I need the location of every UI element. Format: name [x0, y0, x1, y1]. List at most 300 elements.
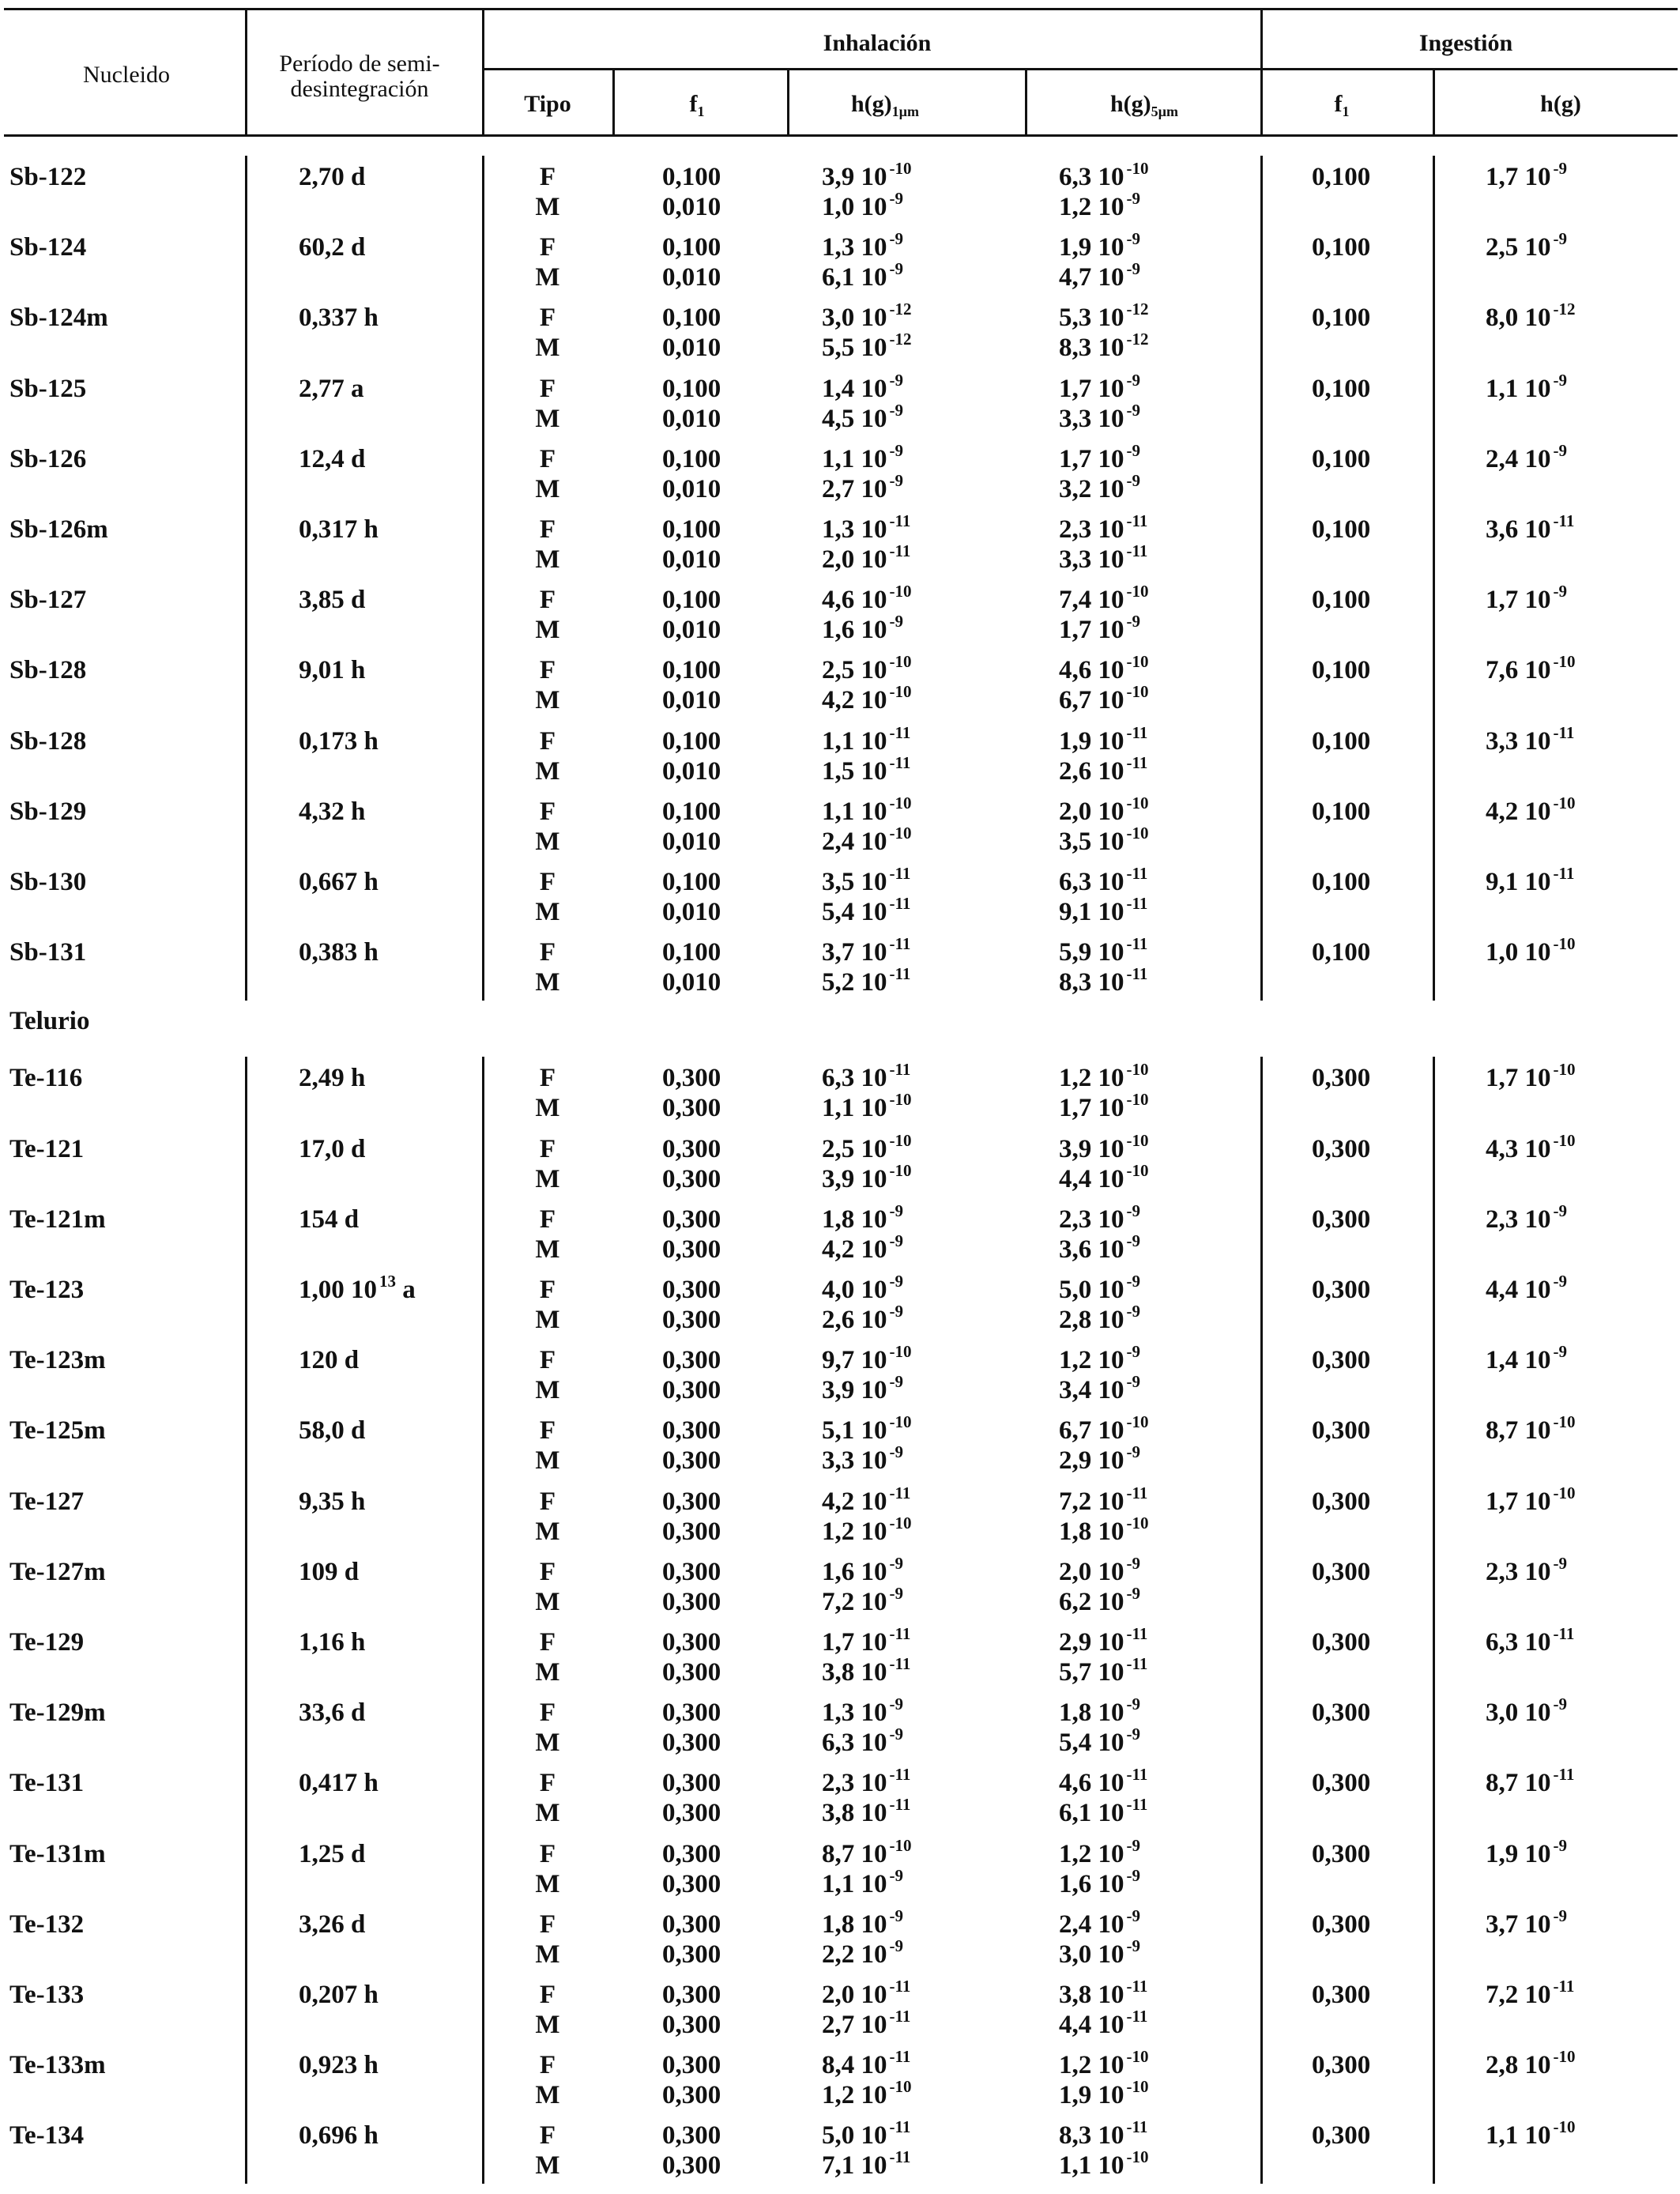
- ingestion-f1: 0,300: [1312, 1416, 1371, 1446]
- ingestion-dose-coef: 3,0 10 $^{-9}$: [1486, 1695, 1567, 1728]
- ingestion-dose-coef: 1,7 10 $^{-9}$: [1486, 582, 1567, 615]
- ingestion-dose-coef: 8,0 10 $^{-12}$: [1486, 300, 1576, 333]
- dose-coef-1um: 1,6 10 $^{-9}$: [822, 1553, 903, 1586]
- header-divider: [787, 68, 789, 137]
- inhalation-f1: 0,300: [662, 1064, 721, 1093]
- inhalation-f1: 0,300: [662, 1799, 721, 1828]
- dose-coef-1um: 3,9 10 $^{-10}$: [822, 1160, 912, 1193]
- dose-coef-1um: 1,5 10 $^{-11}$: [822, 752, 911, 786]
- inhalation-f1: 0,300: [662, 1094, 721, 1123]
- inhalation-f1: 0,010: [662, 404, 721, 433]
- dose-coef-5um: 5,3 10 $^{-12}$: [1059, 300, 1149, 333]
- dose-coef-1um: 2,5 10 $^{-10}$: [822, 1130, 912, 1163]
- nuclide-name: Te-131m: [9, 1839, 106, 1868]
- absorption-type: F: [539, 515, 556, 544]
- half-life: 3,85 d: [299, 586, 366, 615]
- ingestion-dose-coef: 2,3 10 $^{-9}$: [1486, 1553, 1567, 1586]
- nuclide-name: Sb-122: [9, 163, 87, 191]
- absorption-type: F: [539, 303, 556, 333]
- ingestion-f1: 0,300: [1312, 1698, 1371, 1728]
- nuclide-name: Sb-125: [9, 374, 87, 403]
- ingestion-f1: 0,300: [1312, 1487, 1371, 1516]
- ingestion-f1: 0,300: [1312, 1204, 1371, 1234]
- nuclide-name: Sb-126: [9, 444, 87, 473]
- dose-coef-5um: 1,7 10 $^{-9}$: [1059, 440, 1140, 473]
- dose-coef-1um: 3,0 10 $^{-12}$: [822, 300, 912, 333]
- absorption-type: F: [539, 163, 556, 191]
- inhalation-f1: 0,010: [662, 898, 721, 926]
- absorption-type: F: [539, 726, 556, 756]
- header-periodo-line1: Período de semi-: [279, 51, 440, 77]
- dose-coef-5um: 2,0 10 $^{-9}$: [1059, 1553, 1140, 1586]
- half-life: 17,0 d: [299, 1134, 366, 1163]
- dose-coef-5um: 1,2 10 $^{-10}$: [1059, 1060, 1149, 1093]
- half-life: 60,2 d: [299, 233, 366, 262]
- header-divider: [1260, 8, 1263, 137]
- inhalation-f1: 0,100: [662, 163, 721, 191]
- absorption-type: M: [535, 898, 560, 926]
- inhalation-f1: 0,300: [662, 1517, 721, 1546]
- ingestion-dose-coef: 6,3 10 $^{-11}$: [1486, 1624, 1575, 1657]
- inhalation-f1: 0,300: [662, 1769, 721, 1798]
- ingestion-dose-coef: 1,1 10 $^{-10}$: [1486, 2117, 1576, 2151]
- column-divider: [1433, 156, 1435, 1001]
- header-divider: [612, 68, 615, 137]
- inhalation-f1: 0,300: [662, 1557, 721, 1586]
- half-life: 9,35 h: [299, 1487, 366, 1516]
- absorption-type: F: [539, 1557, 556, 1586]
- absorption-type: M: [535, 545, 560, 574]
- ingestion-dose-coef: 3,3 10 $^{-11}$: [1486, 722, 1575, 756]
- inhalation-f1: 0,300: [662, 1306, 721, 1334]
- dose-coef-1um: 5,4 10 $^{-11}$: [822, 894, 911, 926]
- absorption-type: M: [535, 404, 560, 433]
- ingestion-f1: 0,100: [1312, 586, 1371, 615]
- dose-coef-5um: 1,2 10 $^{-9}$: [1059, 1342, 1140, 1375]
- ingestion-f1: 0,100: [1312, 163, 1371, 191]
- dose-coef-1um: 2,2 10 $^{-9}$: [822, 1936, 903, 1969]
- inhalation-f1: 0,300: [662, 1276, 721, 1304]
- dose-coef-5um: 2,8 10 $^{-9}$: [1059, 1302, 1140, 1334]
- nuclide-name: Te-132: [9, 1909, 85, 1939]
- half-life: 3,26 d: [299, 1909, 366, 1939]
- inhalation-f1: 0,300: [662, 2011, 721, 2039]
- absorption-type: M: [535, 827, 560, 856]
- inhalation-f1: 0,300: [662, 1940, 721, 1969]
- half-life: 0,417 h: [299, 1769, 379, 1798]
- inhalation-f1: 0,300: [662, 1839, 721, 1868]
- half-life: 1,16 h: [299, 1628, 366, 1657]
- dose-coef-5um: 1,7 10 $^{-10}$: [1059, 1090, 1149, 1123]
- dose-coef-1um: 7,2 10 $^{-9}$: [822, 1583, 903, 1616]
- ingestion-f1: 0,100: [1312, 374, 1371, 403]
- ingestion-f1: 0,300: [1312, 1909, 1371, 1939]
- dose-coef-5um: 2,0 10 $^{-10}$: [1059, 793, 1149, 826]
- dose-coef-1um: 4,5 10 $^{-9}$: [822, 400, 903, 433]
- ingestion-dose-coef: 1,0 10 $^{-10}$: [1486, 934, 1576, 967]
- dose-coef-5um: 3,5 10 $^{-10}$: [1059, 823, 1149, 856]
- dose-coef-1um: 1,6 10 $^{-9}$: [822, 612, 903, 645]
- dose-coef-1um: 2,7 10 $^{-11}$: [822, 2007, 911, 2039]
- dose-coef-1um: 1,2 10 $^{-10}$: [822, 1513, 912, 1546]
- absorption-type: M: [535, 1094, 560, 1123]
- inhalation-f1: 0,010: [662, 474, 721, 503]
- dose-coef-1um: 2,4 10 $^{-10}$: [822, 823, 912, 856]
- inhalation-f1: 0,300: [662, 1204, 721, 1234]
- dose-coef-5um: 5,0 10 $^{-9}$: [1059, 1272, 1140, 1304]
- dose-coef-1um: 1,4 10 $^{-9}$: [822, 370, 903, 403]
- group-title: Telurio: [9, 1007, 90, 1036]
- nuclide-name: Sb-124: [9, 233, 87, 262]
- dose-coef-1um: 8,4 10 $^{-11}$: [822, 2047, 911, 2080]
- ingestion-f1: 0,100: [1312, 797, 1371, 826]
- inhalation-f1: 0,100: [662, 515, 721, 544]
- dose-coef-5um: 3,2 10 $^{-9}$: [1059, 470, 1140, 503]
- inhalation-f1: 0,100: [662, 233, 721, 262]
- absorption-type: M: [535, 1164, 560, 1193]
- nuclide-name: Te-129: [9, 1628, 85, 1657]
- dose-coef-5um: 1,2 10 $^{-9}$: [1059, 189, 1140, 221]
- dose-coef-1um: 3,5 10 $^{-11}$: [822, 864, 911, 896]
- inhalation-f1: 0,010: [662, 686, 721, 715]
- nuclide-name: Sb-131: [9, 938, 87, 967]
- inhalation-f1: 0,100: [662, 303, 721, 333]
- absorption-type: M: [535, 1446, 560, 1476]
- column-divider: [245, 1057, 247, 2184]
- inhalation-f1: 0,300: [662, 1164, 721, 1193]
- inhalation-f1: 0,300: [662, 2151, 721, 2181]
- nuclide-name: Te-125m: [9, 1416, 106, 1446]
- dose-coef-5um: 3,3 10 $^{-11}$: [1059, 541, 1148, 574]
- inhalation-f1: 0,300: [662, 1869, 721, 1898]
- ingestion-f1: 0,300: [1312, 2121, 1371, 2151]
- ingestion-f1: 0,100: [1312, 303, 1371, 333]
- ingestion-dose-coef: 8,7 10 $^{-11}$: [1486, 1765, 1575, 1798]
- nuclide-name: Sb-127: [9, 586, 87, 615]
- dose-coef-1um: 1,8 10 $^{-9}$: [822, 1906, 903, 1939]
- dose-coef-1um: 1,1 10 $^{-9}$: [822, 440, 903, 473]
- dose-coef-1um: 2,5 10 $^{-10}$: [822, 652, 912, 685]
- dose-coef-5um: 4,4 10 $^{-11}$: [1059, 2007, 1148, 2039]
- absorption-type: F: [539, 1909, 556, 1939]
- ingestion-dose-coef: 1,7 10 $^{-10}$: [1486, 1483, 1576, 1516]
- ingestion-f1: 0,300: [1312, 1276, 1371, 1304]
- ingestion-f1: 0,100: [1312, 726, 1371, 756]
- inhalation-f1: 0,300: [662, 1376, 721, 1405]
- dose-coef-1um: 5,5 10 $^{-12}$: [822, 330, 912, 363]
- inhalation-f1: 0,010: [662, 827, 721, 856]
- half-life: 2,70 d: [299, 163, 366, 191]
- inhalation-f1: 0,010: [662, 968, 721, 997]
- ingestion-dose-coef: 7,2 10 $^{-11}$: [1486, 1977, 1575, 2009]
- absorption-type: F: [539, 656, 556, 685]
- half-life: 0,207 h: [299, 1981, 379, 2009]
- dose-coef-1um: 4,0 10 $^{-9}$: [822, 1272, 903, 1304]
- dose-coef-1um: 1,0 10 $^{-9}$: [822, 189, 903, 221]
- dose-coef-5um: 3,6 10 $^{-9}$: [1059, 1231, 1140, 1264]
- inhalation-f1: 0,100: [662, 797, 721, 826]
- absorption-type: F: [539, 1346, 556, 1375]
- ingestion-f1: 0,100: [1312, 515, 1371, 544]
- dose-coef-5um: 5,4 10 $^{-9}$: [1059, 1725, 1140, 1758]
- dose-coef-5um: 5,7 10 $^{-11}$: [1059, 1654, 1148, 1687]
- dose-coef-5um: 7,4 10 $^{-10}$: [1059, 582, 1149, 615]
- half-life: 154 d: [299, 1204, 360, 1234]
- dose-coef-5um: 8,3 10 $^{-11}$: [1059, 2117, 1148, 2151]
- absorption-type: F: [539, 2051, 556, 2080]
- half-life: 4,32 h: [299, 797, 366, 826]
- absorption-type: F: [539, 1276, 556, 1304]
- column-divider: [482, 1057, 484, 2184]
- nuclide-name: Te-127: [9, 1487, 85, 1516]
- ingestion-dose-coef: 4,4 10 $^{-9}$: [1486, 1272, 1567, 1304]
- dose-coef-1um: 8,7 10 $^{-10}$: [822, 1835, 912, 1868]
- dose-coef-1um: 3,8 10 $^{-11}$: [822, 1654, 911, 1687]
- dose-coef-5um: 9,1 10 $^{-11}$: [1059, 894, 1148, 926]
- dose-coef-1um: 3,9 10 $^{-10}$: [822, 159, 912, 191]
- header-inhalacion: Inhalación: [823, 30, 932, 56]
- dose-coef-1um: 1,3 10 $^{-9}$: [822, 1695, 903, 1728]
- absorption-type: M: [535, 968, 560, 997]
- dose-coef-5um: 1,7 10 $^{-9}$: [1059, 612, 1140, 645]
- ingestion-dose-coef: 1,7 10 $^{-9}$: [1486, 159, 1567, 191]
- nuclide-name: Sb-128: [9, 656, 87, 685]
- half-life: 1,25 d: [299, 1839, 366, 1868]
- dose-coef-5um: 1,2 10 $^{-9}$: [1059, 1835, 1140, 1868]
- dose-coef-5um: 1,1 10 $^{-10}$: [1059, 2147, 1149, 2181]
- half-life: 12,4 d: [299, 444, 366, 473]
- half-life: 120 d: [299, 1346, 360, 1375]
- header-periodo-line2: desintegración: [290, 76, 429, 102]
- half-life: 1,00 10 $^{13}$ a: [299, 1272, 416, 1304]
- absorption-type: M: [535, 1869, 560, 1898]
- inhalation-f1: 0,100: [662, 444, 721, 473]
- header-ing-h: h(g): [1540, 91, 1581, 117]
- absorption-type: F: [539, 1204, 556, 1234]
- half-life: 109 d: [299, 1557, 360, 1586]
- dose-coef-5um: 6,7 10 $^{-10}$: [1059, 1412, 1149, 1446]
- dose-coef-1um: 1,2 10 $^{-10}$: [822, 2077, 912, 2110]
- dose-coef-1um: 5,1 10 $^{-10}$: [822, 1412, 912, 1446]
- absorption-type: M: [535, 1728, 560, 1758]
- dose-coef-1um: 3,7 10 $^{-11}$: [822, 934, 911, 967]
- dose-coef-5um: 1,8 10 $^{-9}$: [1059, 1695, 1140, 1728]
- ingestion-f1: 0,100: [1312, 938, 1371, 967]
- nuclide-name: Sb-126m: [9, 515, 108, 544]
- inhalation-f1: 0,100: [662, 726, 721, 756]
- ingestion-dose-coef: 1,1 10 $^{-9}$: [1486, 370, 1567, 403]
- dose-coef-5um: 4,6 10 $^{-11}$: [1059, 1765, 1148, 1798]
- dose-coef-1um: 2,0 10 $^{-11}$: [822, 541, 911, 574]
- dose-coef-1um: 1,1 10 $^{-10}$: [822, 793, 912, 826]
- inhalation-f1: 0,300: [662, 1658, 721, 1687]
- half-life: 0,696 h: [299, 2121, 379, 2151]
- absorption-type: M: [535, 1658, 560, 1687]
- dose-coef-1um: 1,8 10 $^{-9}$: [822, 1201, 903, 1234]
- ingestion-dose-coef: 7,6 10 $^{-10}$: [1486, 652, 1576, 685]
- ingestion-dose-coef: 3,7 10 $^{-9}$: [1486, 1906, 1567, 1939]
- nuclide-name: Te-134: [9, 2121, 85, 2151]
- inhalation-f1: 0,300: [662, 2051, 721, 2080]
- column-divider: [1433, 1057, 1435, 2184]
- header-divider: [1433, 68, 1435, 137]
- dose-coef-5um: 1,9 10 $^{-10}$: [1059, 2077, 1149, 2110]
- half-life: 0,667 h: [299, 868, 379, 896]
- absorption-type: M: [535, 1517, 560, 1546]
- dose-coef-1um: 4,2 10 $^{-10}$: [822, 682, 912, 715]
- ingestion-dose-coef: 1,7 10 $^{-10}$: [1486, 1060, 1576, 1093]
- dose-coef-1um: 5,0 10 $^{-11}$: [822, 2117, 911, 2151]
- column-divider: [1260, 1057, 1263, 2184]
- absorption-type: F: [539, 374, 556, 403]
- dose-coef-5um: 2,4 10 $^{-9}$: [1059, 1906, 1140, 1939]
- absorption-type: M: [535, 2081, 560, 2110]
- absorption-type: F: [539, 1981, 556, 2009]
- absorption-type: M: [535, 263, 560, 292]
- dose-coef-1um: 3,9 10 $^{-9}$: [822, 1372, 903, 1405]
- ingestion-dose-coef: 1,4 10 $^{-9}$: [1486, 1342, 1567, 1375]
- dose-coef-5um: 5,9 10 $^{-11}$: [1059, 934, 1148, 967]
- inhalation-f1: 0,010: [662, 616, 721, 645]
- dose-coef-5um: 6,3 10 $^{-10}$: [1059, 159, 1149, 191]
- nuclide-name: Te-133m: [9, 2051, 106, 2080]
- ingestion-f1: 0,300: [1312, 1064, 1371, 1093]
- absorption-type: M: [535, 1940, 560, 1969]
- ingestion-dose-coef: 2,3 10 $^{-9}$: [1486, 1201, 1567, 1234]
- half-life: 2,49 h: [299, 1064, 366, 1093]
- inhalation-f1: 0,300: [662, 1487, 721, 1516]
- half-life: 0,383 h: [299, 938, 379, 967]
- header-ingestion: Ingestión: [1418, 30, 1513, 56]
- ingestion-f1: 0,300: [1312, 1134, 1371, 1163]
- dose-coef-5um: 8,3 10 $^{-11}$: [1059, 964, 1148, 997]
- dose-coef-5um: 8,3 10 $^{-12}$: [1059, 330, 1149, 363]
- inhalation-f1: 0,010: [662, 756, 721, 786]
- inhalation-f1: 0,010: [662, 263, 721, 292]
- inhalation-f1: 0,300: [662, 1909, 721, 1939]
- absorption-type: F: [539, 1628, 556, 1657]
- dose-coef-5um: 3,9 10 $^{-10}$: [1059, 1130, 1149, 1163]
- inhalation-f1: 0,300: [662, 1981, 721, 2009]
- inhalation-f1: 0,300: [662, 1628, 721, 1657]
- ingestion-f1: 0,300: [1312, 1769, 1371, 1798]
- nuclide-name: Sb-128: [9, 726, 87, 756]
- subheader-rule: [484, 68, 1678, 70]
- nuclide-name: Te-116: [9, 1064, 83, 1093]
- nuclide-name: Te-123m: [9, 1346, 106, 1375]
- inhalation-f1: 0,010: [662, 193, 721, 221]
- absorption-type: F: [539, 586, 556, 615]
- ingestion-dose-coef: 2,8 10 $^{-10}$: [1486, 2047, 1576, 2080]
- dose-coef-5um: 1,2 10 $^{-10}$: [1059, 2047, 1149, 2080]
- nuclide-name: Sb-129: [9, 797, 87, 826]
- inhalation-f1: 0,100: [662, 938, 721, 967]
- header-h-1um: $h(g)_{1\mu m}$: [850, 91, 920, 119]
- ingestion-f1: 0,300: [1312, 2051, 1371, 2080]
- column-divider: [245, 156, 247, 1001]
- dose-coef-1um: 4,2 10 $^{-9}$: [822, 1231, 903, 1264]
- dose-coef-5um: 2,3 10 $^{-11}$: [1059, 511, 1148, 544]
- dose-coef-1um: 6,3 10 $^{-11}$: [822, 1060, 911, 1093]
- ingestion-dose-coef: 3,6 10 $^{-11}$: [1486, 511, 1575, 544]
- nuclide-name: Sb-124m: [9, 303, 108, 333]
- absorption-type: M: [535, 1235, 560, 1264]
- inhalation-f1: 0,010: [662, 334, 721, 363]
- header-inh-f1: $f_1$: [689, 91, 705, 119]
- nuclide-name: Te-123: [9, 1276, 85, 1304]
- dose-coef-5um: 2,3 10 $^{-9}$: [1059, 1201, 1140, 1234]
- dose-coef-5um: 6,7 10 $^{-10}$: [1059, 682, 1149, 715]
- inhalation-f1: 0,100: [662, 868, 721, 896]
- inhalation-f1: 0,300: [662, 1134, 721, 1163]
- absorption-type: F: [539, 1064, 556, 1093]
- absorption-type: M: [535, 2151, 560, 2181]
- column-divider: [1260, 156, 1263, 1001]
- header-divider: [1025, 68, 1027, 137]
- inhalation-f1: 0,100: [662, 374, 721, 403]
- header-divider: [482, 8, 484, 137]
- absorption-type: F: [539, 938, 556, 967]
- ingestion-dose-coef: 4,2 10 $^{-10}$: [1486, 793, 1576, 826]
- inhalation-f1: 0,100: [662, 586, 721, 615]
- absorption-type: F: [539, 1698, 556, 1728]
- inhalation-f1: 0,300: [662, 1728, 721, 1758]
- inhalation-f1: 0,300: [662, 2081, 721, 2110]
- dose-coef-5um: 3,3 10 $^{-9}$: [1059, 400, 1140, 433]
- dose-coef-5um: 3,4 10 $^{-9}$: [1059, 1372, 1140, 1405]
- nuclide-name: Te-131: [9, 1769, 85, 1798]
- absorption-type: M: [535, 474, 560, 503]
- absorption-type: M: [535, 1376, 560, 1405]
- dose-coef-1um: 2,7 10 $^{-9}$: [822, 470, 903, 503]
- absorption-type: M: [535, 756, 560, 786]
- absorption-type: F: [539, 868, 556, 896]
- inhalation-f1: 0,300: [662, 1698, 721, 1728]
- absorption-type: F: [539, 1416, 556, 1446]
- dose-coef-1um: 1,3 10 $^{-11}$: [822, 511, 911, 544]
- top-rule: [4, 8, 1678, 10]
- header-bottom-rule: [4, 134, 1678, 137]
- dose-coef-1um: 1,7 10 $^{-11}$: [822, 1624, 911, 1657]
- absorption-type: F: [539, 1134, 556, 1163]
- absorption-type: M: [535, 616, 560, 645]
- dose-coef-1um: 1,3 10 $^{-9}$: [822, 229, 903, 262]
- dose-coef-5um: 1,6 10 $^{-9}$: [1059, 1865, 1140, 1898]
- nuclide-name: Te-121: [9, 1134, 85, 1163]
- nuclide-name: Te-133: [9, 1981, 85, 2009]
- dose-coef-5um: 1,9 10 $^{-9}$: [1059, 229, 1140, 262]
- ingestion-dose-coef: 4,3 10 $^{-10}$: [1486, 1130, 1576, 1163]
- inhalation-f1: 0,300: [662, 1346, 721, 1375]
- inhalation-f1: 0,300: [662, 1587, 721, 1616]
- dose-coef-5um: 7,2 10 $^{-11}$: [1059, 1483, 1148, 1516]
- dose-coef-1um: 3,8 10 $^{-11}$: [822, 1795, 911, 1828]
- inhalation-f1: 0,010: [662, 545, 721, 574]
- dose-coef-1um: 4,2 10 $^{-11}$: [822, 1483, 911, 1516]
- absorption-type: M: [535, 1587, 560, 1616]
- nuclide-name: Te-121m: [9, 1204, 106, 1234]
- header-ing-f1: $f_1$: [1334, 91, 1350, 119]
- absorption-type: M: [535, 1799, 560, 1828]
- inhalation-f1: 0,100: [662, 656, 721, 685]
- ingestion-f1: 0,300: [1312, 1981, 1371, 2009]
- absorption-type: M: [535, 2011, 560, 2039]
- absorption-type: F: [539, 797, 556, 826]
- header-h-5um: $h(g)_{5\mu m}$: [1109, 91, 1179, 119]
- absorption-type: M: [535, 334, 560, 363]
- absorption-type: M: [535, 1306, 560, 1334]
- absorption-type: M: [535, 193, 560, 221]
